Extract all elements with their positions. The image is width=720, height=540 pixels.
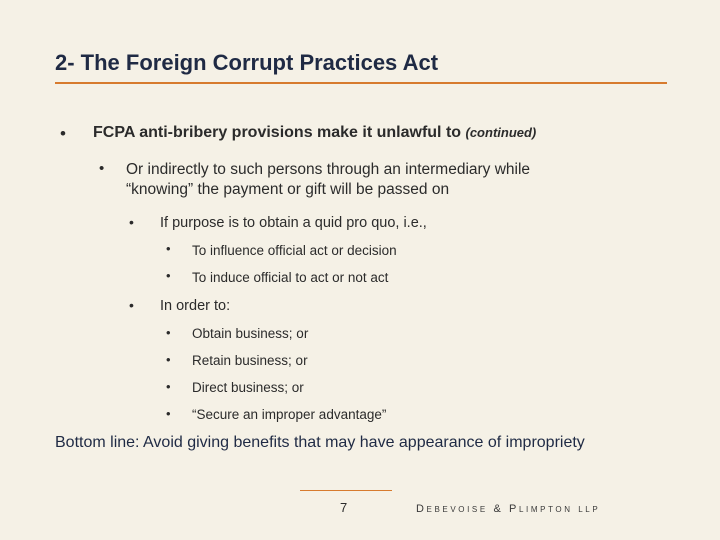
- bullet-order-item: •: [166, 406, 171, 421]
- level1-continued: (continued): [465, 125, 537, 140]
- level2-text-line2: “knowing” the payment or gift will be passed on: [126, 181, 450, 198]
- order-item: Retain business; or: [192, 353, 308, 368]
- title-divider: [55, 82, 667, 84]
- order-item: Direct business; or: [192, 380, 304, 395]
- bottom-line-statement: Bottom line: Avoid giving benefits that may have appearance of impropriety: [55, 434, 585, 451]
- bullet-order-item: •: [166, 325, 171, 340]
- order-item: Obtain business; or: [192, 326, 309, 341]
- bullet-purpose: •: [129, 214, 134, 230]
- order-item: “Secure an improper advantage”: [192, 407, 387, 422]
- footer-divider: [300, 490, 392, 491]
- bullet-order-item: •: [166, 352, 171, 367]
- bullet-purpose-item: •: [166, 241, 171, 256]
- order-text: In order to:: [160, 298, 231, 314]
- level1-text: [93, 124, 536, 142]
- purpose-item: To induce official to act or not act: [192, 270, 389, 285]
- level1-main-text: FCPA anti-bribery provisions make it unlawful to: [93, 124, 462, 141]
- slide-title: 2- The Foreign Corrupt Practices Act: [55, 50, 439, 75]
- bullet-purpose-item: •: [166, 268, 171, 283]
- purpose-text: If purpose is to obtain a quid pro quo, i.e.,: [160, 215, 427, 231]
- bullet-level1: •: [60, 124, 66, 143]
- bullet-order-item: •: [166, 379, 171, 394]
- purpose-item: To influence official act or decision: [192, 243, 397, 258]
- level2-text-line1: Or indirectly to such persons through an intermediary while: [126, 161, 531, 178]
- firm-logo-text: Debevoise & Plimpton llp: [416, 503, 601, 515]
- page-number: 7: [340, 500, 348, 515]
- bullet-level2: •: [99, 160, 105, 177]
- bullet-order: •: [129, 297, 134, 313]
